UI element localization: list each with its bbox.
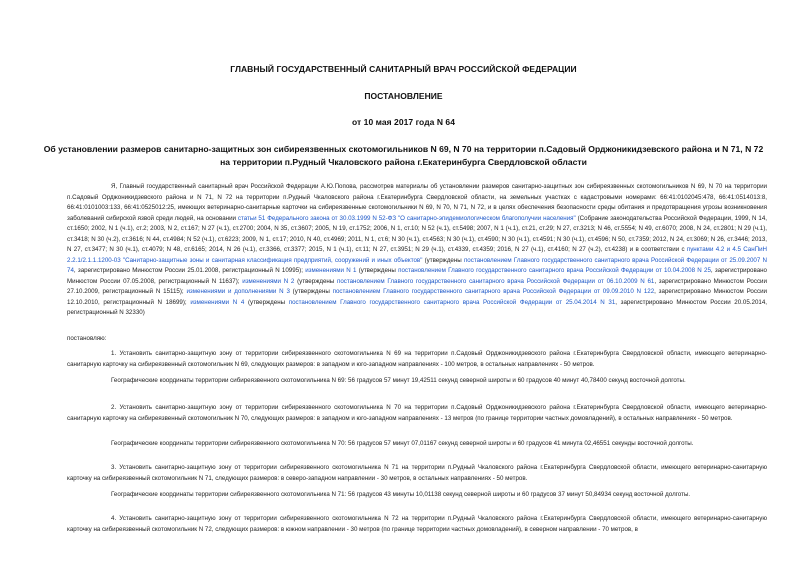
item-3-coordinates: Географические координаты территории сибиреязвенного скотомогильника N 71: 56 градусов 43 минуты 10,01138 секунд северной широты и 60 градусов 37 минут 50,84934 секунд восточной долготы. (111, 491, 691, 498)
preamble-text-11: (утверждены (244, 298, 289, 306)
link-resolution-2009-n61[interactable]: постановлением Главного государственного санитарного врача Российской Федерации от 06.10.2009 N 61 (336, 277, 655, 285)
item-3-paragraph: 3. Установить санитарно-защитную зону от территории сибиреязвенного скотомогильника N 71 на территории п.Рудный Чкаловского района г.Екатеринбурга Свердловской области, имеющего ветеринарно-санитарную карточку на сибиреязвенный скотомогильник N 71, следующих размеров: в северо-западном направлении - 30 метров, в остальных направлениях - 50 метров. (67, 464, 767, 482)
issuer-heading: ГЛАВНЫЙ ГОСУДАРСТВЕННЫЙ САНИТАРНЫЙ ВРАЧ РОССИЙСКОЙ ФЕДЕРАЦИИ (230, 64, 577, 74)
link-sanpin-clauses[interactable]: пунктами 4.2 и 4.5 СанПиН 2.2.1/2.1.1.1200-03 "Санитарно-защитные зоны и санитарная классификация предприятий, сооружений и иных объектов" (67, 246, 768, 264)
preamble-text-4: , зарегистрировано Минюстом России 25.01.2008, регистрационный N 10995); (73, 267, 306, 274)
link-resolution-2008-n25[interactable]: постановлением Главного государственного санитарного врача Российской Федерации от 10.04.2008 N 25 (398, 267, 711, 274)
preamble-text-3: (утверждены (422, 256, 464, 264)
resolve-word: постановляю: (67, 335, 107, 342)
preamble-text-2: (Собрание законодательства Российской Федерации, 1999, N 14, ст.1650; 2002, N 1 (ч.1), ст.2; 2003, N 2, ст.167; N 27 (ч.1), ст.2700; 2004, N 35, ст.3607; 2005, N 19, ст.1752; 2006, N 1, ст.10; N 52 (ч.1), ст.5498; 2007, N 1 (ч.1), ст.21, ст.29; N 27, ст.3213; N 46, ст.5554; N 49, ст.6070; 2008, N 24, ст.2801; N 29 (ч.1), ст.3418; N 30 (ч.2), ст.3616; N 44, ст.4984; N 52 (ч.1), ст.6223; 2009, N 1, ст.17; 2010, N 40, ст.4969; 2011, N 1, ст.6; N 30 (ч.1), ст.4563; N 30 (ч.1), ст.4590; N 30 (ч.1), ст.4591; N 30 (ч.1), ст.4596; N 50, ст.7359; 2012, N 24, ст.3069; N 26, ст.3446; 2013, N 27, ст.3477; N 30 (ч.1), ст.4079; N 48, ст.6165; 2014, N 26 (ч.1), ст.3366, ст.3377; 2015, N 1 (ч.1), ст.11; N 27, ст.3951; N 29 (ч.1), ст.4339, ст.4359; 2016, N 27 (ч.1), ст.4160; N 27 (ч.2), ст.4238) и в соответствии с (67, 214, 767, 253)
item-1-paragraph: 1. Установить санитарно-защитную зону от территории сибиреязвенного скотомогильника N 69 на территории п.Садовый Орджоникидзевского района г.Екатеринбурга Свердловской области, имеющего ветеринарно-санитарную карточку на сибиреязвенный скотомогильник N 69, следующих размеров: в западном и юго-западном направлениях - 100 метров, в остальных направлениях - 50 метров. (67, 350, 767, 368)
link-amendments-n1[interactable]: изменениями N 1 (305, 267, 357, 274)
link-amendments-n4[interactable]: изменениями N 4 (190, 298, 245, 306)
link-amendments-n3[interactable]: изменениями и дополнениями N 3 (186, 288, 290, 295)
preamble-text-9: (утверждены (289, 288, 333, 295)
preamble-text-10: , зарегистрировано Минюстом России 12.10.2010, регистрационный N 18699); (67, 288, 767, 306)
preamble-text-12: , зарегистрировано Минюстом России 20.05.2014, регистрационный N 32330) (67, 298, 767, 316)
item-1-coordinates: Географические координаты территории сибиреязвенного скотомогильника N 69: 56 градусов 57 минут 19,42511 секунд северной широты и 60 градусов 40 минут 40,78400 секунд восточной долготы. (111, 377, 686, 384)
preamble-text-7: (утверждены (294, 277, 337, 285)
document-title: Об установлении размеров санитарно-защитных зон сибиреязвенных скотомогильников N 69, N 70 на территории п.Садовый Орджоникидзевского района и N 71, N 72 на территории п.Рудный Чкаловского района г.Екатеринбурга Свердловской области (43, 144, 764, 167)
link-amendments-n2[interactable]: изменениями N 2 (242, 277, 295, 285)
link-resolution-2010-n122[interactable]: постановлением Главного государственного санитарного врача Российской Федерации от 09.09.2010 N 122 (332, 288, 655, 295)
item-2-paragraph: 2. Установить санитарно-защитную зону от территории сибиреязвенного скотомогильника N 70 на территории п.Садовый Орджоникидзевского района г.Екатеринбурга Свердловской области, имеющего ветеринарно-санитарную карточку на сибиреязвенный скотомогильник N 70, следующих размеров: в западном и юго-западном направлениях - 13 метров (по границе территории частных домовладений), в остальных направлениях - 50 метров. (67, 404, 767, 422)
document-date-heading: от 10 мая 2017 года N 64 (352, 117, 455, 127)
link-federal-law-article-51[interactable]: статьи 51 Федерального закона от 30.03.1999 N 52-ФЗ "О санитарно-эпидемиологическом благополучии населения" (237, 214, 576, 222)
preamble-text-8: , зарегистрировано Минюстом России 27.10.2009, регистрационный N 15115); (67, 277, 767, 295)
link-resolution-2007-n74[interactable]: постановлением Главного государственного санитарного врача Российской Федерации от 25.09.2007 N 74 (67, 256, 767, 274)
item-2-coordinates: Географические координаты территории сибиреязвенного скотомогильника N 70: 56 градусов 57 минут 07,01167 секунд северной широты и 60 градусов 41 минута 02,46551 секунды восточной долготы. (111, 440, 694, 447)
preamble-text-6: , зарегистрировано Минюстом России 07.05.2008, регистрационный N 11637); (67, 267, 767, 285)
preamble-text-1: Я, Главный государственный санитарный врач Российской Федерации А.Ю.Попова, рассмотрев материалы об установлении размеров санитарно-защитных зон сибиреязвенных скотомогильников N 69, N 70 на территории п.Садовый Орджоникидзевского района и N 71, N 72 на территории п.Рудный Чкаловского района г.Екатеринбурга Свердловской области, на земельных участках с кадастровыми номерами: 66:41:0102045:478, 66:41:0514013:8, 66:41:0101003:133, 66:41:0525012:25, имеющих ветеринарно-санитарные карточки на сибиреязвенные скотомогильники N 69, N 70, N 71, N 72, и в целях обеспечения безопасности среды обитания и предотвращения угрозы возникновения заболеваний сибирской язвой среди людей, на основании (67, 183, 767, 222)
preamble-paragraph (67, 182, 767, 319)
document-type-heading: ПОСТАНОВЛЕНИЕ (364, 91, 443, 101)
preamble-text-5: (утверждены (356, 267, 399, 274)
link-resolution-2014-n31[interactable]: постановлением Главного государственного санитарного врача Российской Федерации от 25.04.2014 N 31 (288, 298, 616, 306)
item-4-paragraph: 4. Установить санитарно-защитную зону от территории сибиреязвенного скотомогильника N 72 на территории п.Рудный Чкаловского района г.Екатеринбурга Свердловской области, имеющего ветеринарно-санитарную карточку на сибиреязвенный скотомогильник N 72, следующих размеров: в южном направлении - 30 метров (по границе территории частных домовладений), в северном направлении - 70 метров, в (67, 515, 767, 533)
